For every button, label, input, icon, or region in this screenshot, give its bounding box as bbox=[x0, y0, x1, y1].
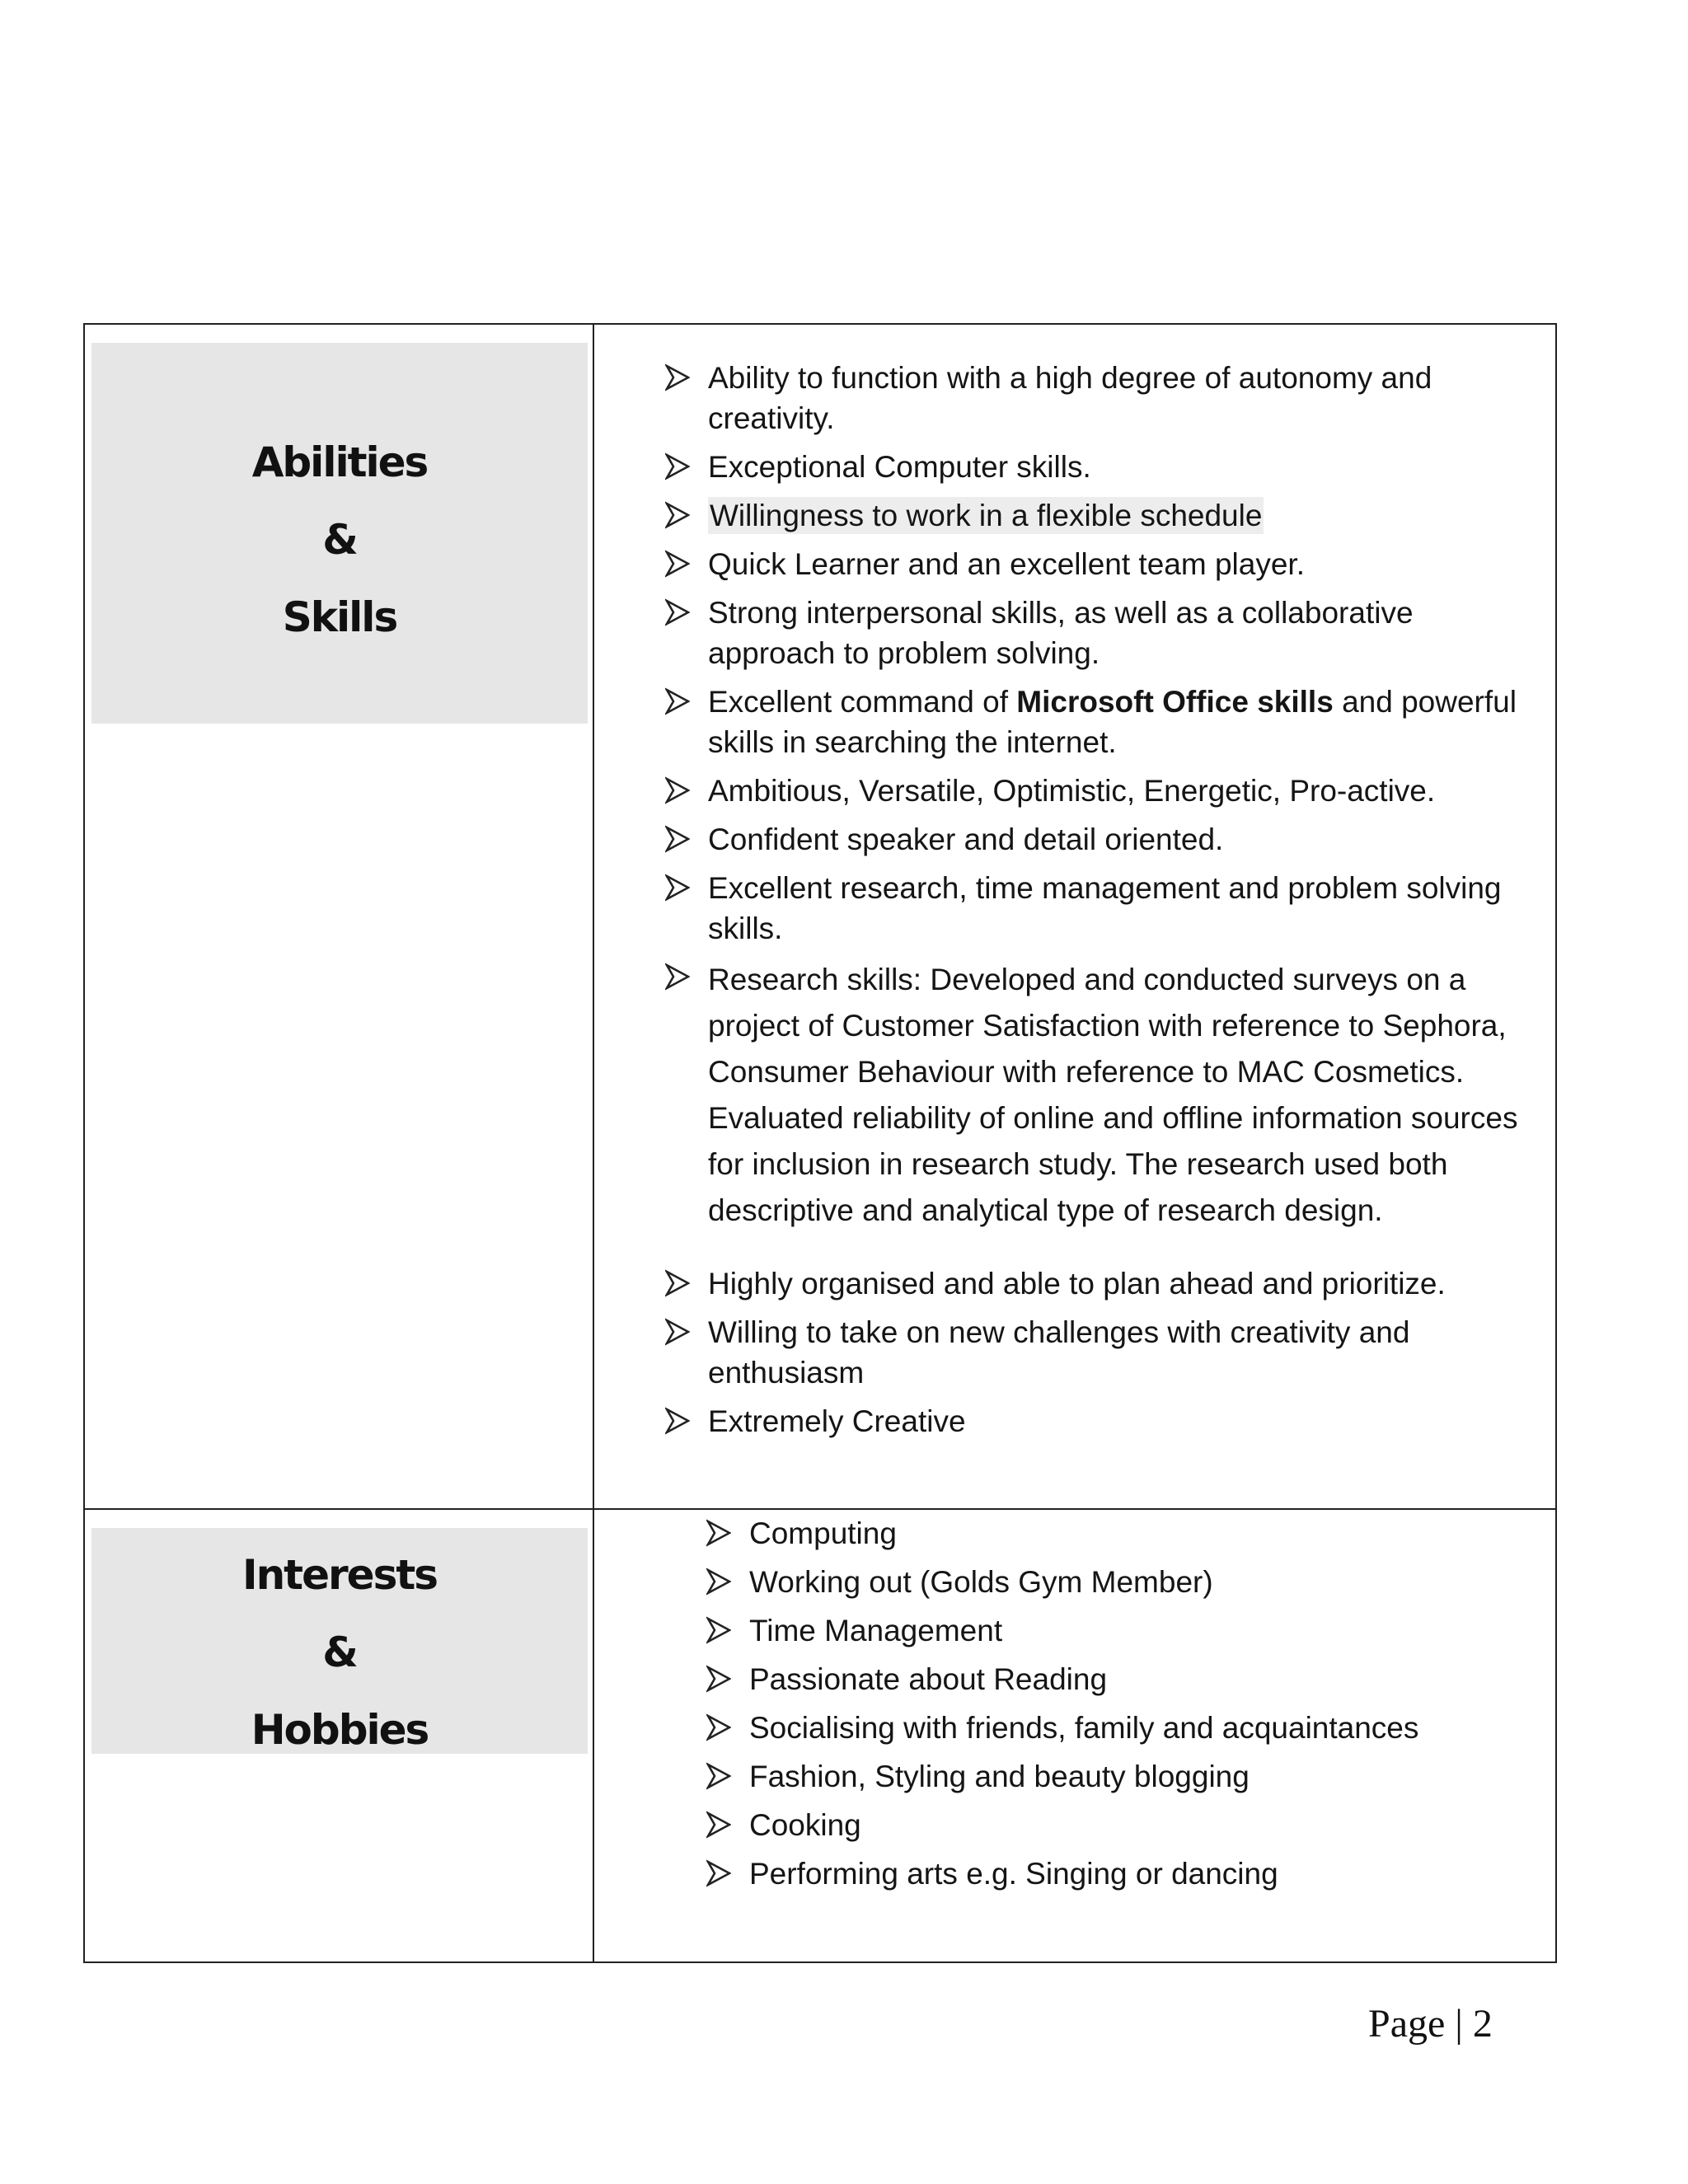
arrow-bullet-icon bbox=[665, 452, 690, 481]
list-item bbox=[665, 544, 1522, 584]
item-text: Willingness to work in a flexible schedule bbox=[710, 499, 1263, 532]
list-item bbox=[706, 1610, 1522, 1651]
abilities-content-cell bbox=[593, 324, 1556, 1509]
item-text: Willing to take on new challenges with creativity and enthusiasm bbox=[708, 1315, 1410, 1390]
item-text: Cooking bbox=[749, 1808, 861, 1842]
list-item bbox=[706, 1562, 1522, 1602]
interests-content-cell bbox=[593, 1509, 1556, 1962]
arrow-bullet-icon bbox=[665, 1317, 690, 1347]
abilities-row bbox=[84, 324, 1556, 1509]
abilities-list bbox=[594, 325, 1555, 1441]
arrow-bullet-icon bbox=[665, 363, 690, 392]
list-item bbox=[665, 593, 1522, 673]
arrow-bullet-icon bbox=[706, 1858, 731, 1888]
heading-line: Skills bbox=[282, 593, 397, 641]
arrow-bullet-icon bbox=[665, 598, 690, 627]
page-number-footer: Page | 2 bbox=[1368, 2002, 1493, 2046]
arrow-bullet-icon bbox=[706, 1664, 731, 1694]
list-item bbox=[706, 1659, 1522, 1699]
arrow-bullet-icon bbox=[706, 1713, 731, 1742]
list-item bbox=[665, 868, 1522, 949]
item-text-pre: Excellent command of bbox=[708, 685, 1017, 719]
heading-line: Interests bbox=[241, 1551, 437, 1599]
item-text: Working out (Golds Gym Member) bbox=[749, 1565, 1213, 1599]
list-item bbox=[665, 495, 1522, 536]
interests-list bbox=[594, 1510, 1555, 1894]
heading-line: & bbox=[322, 1629, 357, 1676]
list-item bbox=[706, 1756, 1522, 1797]
item-text: Strong interpersonal skills, as well as a collaborative approach to problem solving. bbox=[708, 596, 1414, 670]
list-item bbox=[665, 447, 1522, 487]
item-text-post: and powerful skills in searching the internet. bbox=[708, 685, 1517, 759]
item-text: Confident speaker and detail oriented. bbox=[708, 823, 1224, 856]
arrow-bullet-icon bbox=[665, 824, 690, 854]
list-item bbox=[706, 1854, 1522, 1894]
item-text: Extremely Creative bbox=[708, 1404, 966, 1438]
arrow-bullet-icon bbox=[665, 1406, 690, 1436]
list-item bbox=[665, 1263, 1522, 1304]
abilities-section-heading bbox=[91, 343, 588, 724]
item-text: Research skills: Developed and conducted surveys on a project of Customer Satisfaction with reference to Sephora, Consumer Behaviour with reference to MAC Cosmetics. Evaluated reliability of online and offline information sources for inclusion in research study. The research used both descriptive and analytical type of research design. bbox=[708, 963, 1518, 1227]
list-item bbox=[665, 819, 1522, 860]
arrow-bullet-icon bbox=[665, 873, 690, 902]
item-text: Ability to function with a high degree of autonomy and creativity. bbox=[708, 361, 1432, 435]
arrow-bullet-icon bbox=[665, 1268, 690, 1298]
arrow-bullet-icon bbox=[665, 500, 690, 530]
item-text: Fashion, Styling and beauty blogging bbox=[749, 1760, 1250, 1793]
interests-section-heading bbox=[91, 1528, 588, 1754]
arrow-bullet-icon bbox=[665, 549, 690, 579]
item-text: Ambitious, Versatile, Optimistic, Energetic, Pro-active. bbox=[708, 774, 1436, 808]
item-text: Performing arts e.g. Singing or dancing bbox=[749, 1857, 1278, 1891]
interests-row bbox=[84, 1509, 1556, 1962]
list-item bbox=[665, 957, 1522, 1234]
heading-line: & bbox=[322, 516, 357, 564]
item-text: Passionate about Reading bbox=[749, 1662, 1108, 1696]
item-text: Exceptional Computer skills. bbox=[708, 450, 1091, 484]
list-item bbox=[706, 1708, 1522, 1748]
list-item bbox=[706, 1513, 1522, 1554]
resume-table bbox=[83, 323, 1557, 1963]
interests-label-cell bbox=[84, 1509, 593, 1962]
list-item bbox=[665, 358, 1522, 438]
arrow-bullet-icon bbox=[706, 1567, 731, 1596]
list-item bbox=[665, 682, 1522, 762]
arrow-bullet-icon bbox=[706, 1615, 731, 1645]
item-text: Computing bbox=[749, 1516, 897, 1550]
list-item bbox=[665, 771, 1522, 811]
arrow-bullet-icon bbox=[665, 962, 690, 991]
item-text: Quick Learner and an excellent team player. bbox=[708, 547, 1305, 581]
arrow-bullet-icon bbox=[706, 1518, 731, 1548]
item-text: Time Management bbox=[749, 1614, 1003, 1647]
abilities-label-cell bbox=[84, 324, 593, 1509]
item-text-bold: Microsoft Office skills bbox=[1016, 685, 1334, 719]
heading-line: Hobbies bbox=[251, 1706, 429, 1754]
arrow-bullet-icon bbox=[665, 687, 690, 716]
item-text: Highly organised and able to plan ahead and prioritize. bbox=[708, 1267, 1446, 1301]
list-item bbox=[665, 1401, 1522, 1441]
list-item bbox=[665, 1312, 1522, 1393]
list-item bbox=[706, 1805, 1522, 1845]
arrow-bullet-icon bbox=[706, 1810, 731, 1840]
item-text: Socialising with friends, family and acquaintances bbox=[749, 1711, 1419, 1745]
item-text: Excellent research, time management and problem solving skills. bbox=[708, 871, 1502, 945]
heading-line: Abilities bbox=[251, 438, 428, 486]
arrow-bullet-icon bbox=[665, 776, 690, 805]
arrow-bullet-icon bbox=[706, 1761, 731, 1791]
